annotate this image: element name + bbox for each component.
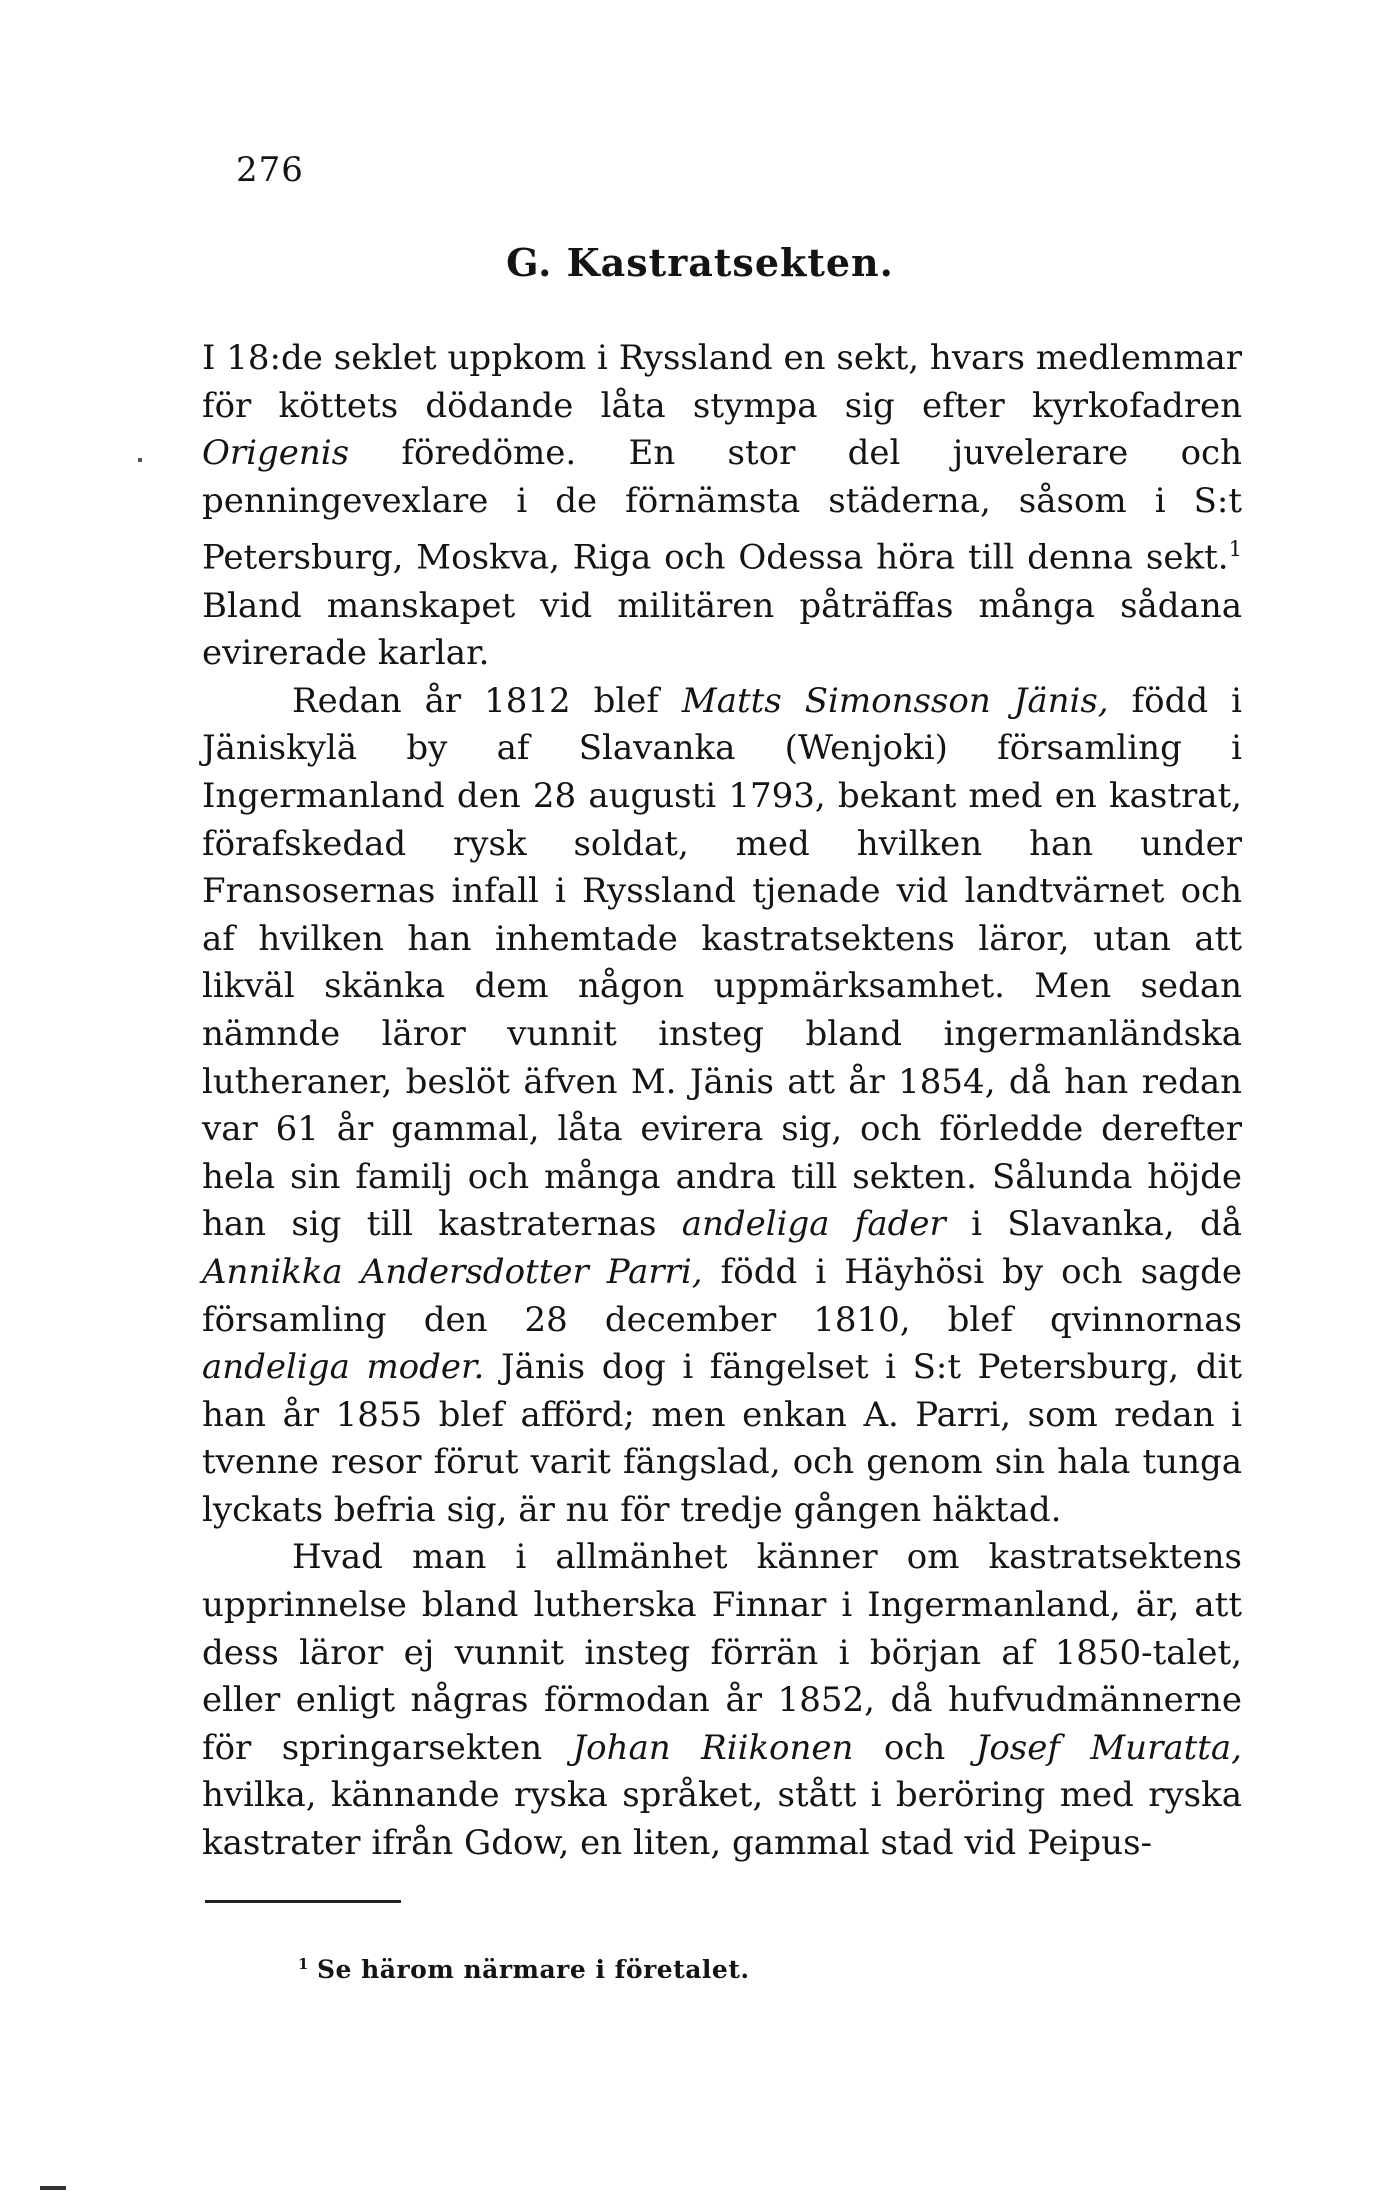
italic-name: Matts Simonsson Jänis, xyxy=(681,680,1109,721)
footnote-marker: 1 xyxy=(298,1955,309,1973)
italic-name: Josef Muratta, xyxy=(975,1727,1242,1768)
italic-name: Annikka Andersdotter Parri, xyxy=(202,1251,703,1292)
text-run: Jänis dog i fängelset i S:t Petersburg, dit han år 1855 blef afförd; men enkan A. Parri, som redan i tvenne resor förut varit fängslad, och genom sin hala tunga lyckats befria sig, är nu för tredje gången häktad. xyxy=(202,1347,1242,1530)
text-run: Bland manskapet vid militären påträffas många sådana evirerade karlar. xyxy=(202,585,1242,674)
text-run: i Slavanka, då xyxy=(945,1204,1243,1245)
text-run: och xyxy=(853,1727,976,1768)
paragraph-1 xyxy=(202,335,1242,678)
italic-name: Origenis xyxy=(202,433,350,474)
scan-artifact xyxy=(40,2186,66,2190)
text-run: född i Jäniskylä by af Slavanka (Wenjoki) församling i Ingermanland den 28 augusti 1793, bekant med en kastrat, förafskedad rysk soldat, med hvilken han under Fransosernas infall i Ryssland tjenade vid landtvärnet och af hvilken han inhemtade kastratsektens läror, utan att likväl skänka dem någon uppmärksamhet. Men sedan nämnde läror vunnit insteg bland ingermanländska lutheraner, beslöt äfven M. Jänis att år 1854, då han redan var 61 år gammal, låta evirera sig, och förledde derefter hela sin familj och många andra till sekten. Sålunda höjde han sig till kastraternas xyxy=(202,680,1242,1245)
footnote-divider xyxy=(205,1900,401,1903)
text-run: hvilka, kännande ryska språket, stått i beröring med ryska kastrater ifrån Gdow, en liten, gammal stad vid Peipus- xyxy=(202,1775,1242,1864)
footnote-reference: 1 xyxy=(1228,536,1242,562)
body-text xyxy=(202,335,1242,1868)
page-number: 276 xyxy=(236,150,304,190)
italic-term: andeliga moder. xyxy=(202,1347,485,1388)
paragraph-2 xyxy=(202,678,1242,1535)
section-heading: G. Kastratsekten. xyxy=(506,240,894,285)
footnote xyxy=(298,1955,750,1984)
margin-speck xyxy=(138,458,142,462)
text-run: föredöme. En stor del juvelerare och penningevexlare i de förnämsta städerna, såsom i S:t Petersburg, Moskva, Riga och Odessa höra till denna sekt. xyxy=(202,433,1242,579)
italic-name: Johan Riikonen xyxy=(572,1727,854,1768)
text-run: Redan år 1812 blef xyxy=(292,680,682,721)
text-run: Hvad man i allmänhet känner om kastratsektens upprinnelse bland lutherska Finnar i Ingermanland, är, att dess läror ej vunnit insteg förrän i början af 1850-talet, eller enligt någras förmodan år 1852, då hufvudmännerne för springarsekten xyxy=(202,1537,1242,1768)
italic-term: andeliga fader xyxy=(681,1204,946,1245)
paragraph-3 xyxy=(202,1534,1242,1867)
text-run: född i Häyhösi by och sagde församling den 28 december 1810, blef qvinnornas xyxy=(202,1251,1243,1340)
footnote-text: Se härom närmare i företalet. xyxy=(316,1955,750,1984)
text-run: I 18:de seklet uppkom i Ryssland en sekt, hvars medlemmar för köttets dödande låta stympa sig efter kyrkofadren xyxy=(202,338,1242,426)
